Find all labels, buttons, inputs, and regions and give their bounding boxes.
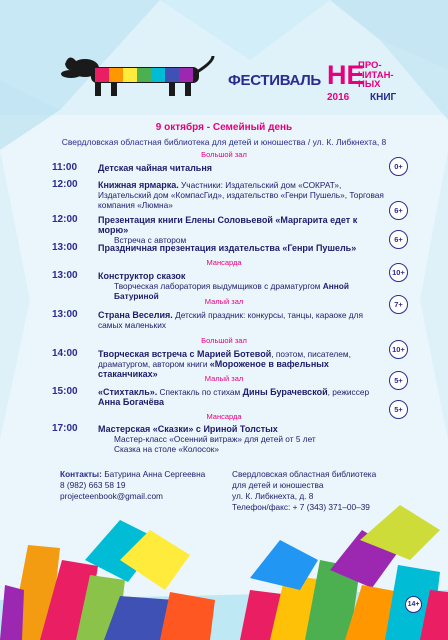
- event-details: Детский праздник: конкурсы, танцы, караоке для самых маленьких: [98, 310, 363, 330]
- event-item: [52, 310, 388, 330]
- event-details: Участники: Издательский дом «СОКРАТ», Издательский дом «КомпасГид», издательство «Генри Пушель», Торговая компания «Люмна»: [98, 180, 384, 210]
- event-item: [52, 215, 388, 245]
- hall-label-mansarda: Мансарда: [206, 258, 242, 267]
- event-title: Книжная ярмарка.: [98, 180, 179, 190]
- event-item: [52, 424, 388, 454]
- festival-word: ФЕСТИВАЛЬ: [228, 72, 321, 89]
- event-time: 13:00: [52, 270, 78, 281]
- dachshund-logo: [55, 50, 215, 105]
- contact-name: Батурина Анна Сергеевна: [101, 469, 206, 479]
- event-title: Презентация книги Елены Соловьевой «Маргарита едет к морю»: [98, 215, 358, 235]
- hall-label-small: Малый зал: [204, 374, 244, 383]
- festival-ne: НЕ: [327, 60, 365, 90]
- event-title: Мастерская «Сказки» с Ириной Толстых: [98, 424, 278, 434]
- hall-label-mansarda: Мансарда: [206, 412, 242, 421]
- age-badge: 6+: [389, 230, 408, 249]
- age-badge: 5+: [389, 371, 408, 390]
- venue: Свердловская областная библиотека для детей и юношества / ул. К. Либкнехта, 8: [61, 137, 387, 147]
- contacts-label: Контакты:: [60, 469, 102, 479]
- age-badge: 10+: [389, 340, 408, 359]
- contact-phone: 8 (982) 663 58 19: [60, 480, 126, 490]
- event-time: 11:00: [52, 162, 78, 173]
- contacts-block: [60, 469, 205, 502]
- event-subtitle-2: Сказка на столе «Колосок»: [114, 444, 219, 454]
- event-subtitle: Творческая лаборатория выдумщиков с драматургом Анной Батуриной: [114, 281, 349, 301]
- festival-knig: КНИГ: [370, 92, 397, 103]
- festival-pro: ПРО- ЧИТАН- НЫХ: [358, 60, 394, 90]
- age-badge: 5+: [389, 400, 408, 419]
- event-time: 13:00: [52, 309, 78, 320]
- hall-label-small: Малый зал: [204, 297, 244, 306]
- event-item: [52, 163, 388, 173]
- event-item: [52, 180, 388, 210]
- contact-email[interactable]: projecteenbook@gmail.com: [60, 491, 163, 501]
- age-badge: 10+: [389, 263, 408, 282]
- event-time: 14:00: [52, 348, 78, 359]
- day-title: 9 октября - Семейный день: [155, 122, 293, 133]
- event-time: 12:00: [52, 179, 78, 190]
- age-badge: 0+: [389, 157, 408, 176]
- age-badge-overall: 14+: [405, 596, 422, 613]
- event-title: Конструктор сказок: [98, 271, 186, 281]
- festival-title: [228, 56, 428, 108]
- festival-year: 2016: [327, 92, 350, 103]
- event-time: 15:00: [52, 386, 78, 397]
- event-title: Детская чайная читальня: [98, 163, 213, 173]
- event-title: «Стихтакль».: [98, 387, 158, 397]
- event-subtitle: Мастер-класс «Осенний витраж» для детей от 5 лет: [114, 434, 316, 444]
- event-item: [52, 243, 388, 253]
- event-subtitle: Встреча с автором: [114, 235, 187, 245]
- event-time: 17:00: [52, 423, 78, 434]
- event-title: Творческая встреча с Марией Ботевой: [98, 349, 272, 359]
- age-badge: 7+: [389, 295, 408, 314]
- age-badge: 6+: [389, 201, 408, 220]
- event-item: 14:00 Творческая встреча с Марией Ботевой, поэтом, писателем, драматургом, автором книги «Мороженое в вафельных стаканчиках»: [52, 348, 351, 379]
- event-title: Страна Веселия.: [98, 310, 173, 320]
- event-time: 12:00: [52, 214, 78, 225]
- event-title: Праздничная презентация издательства «Генри Пушель»: [98, 243, 357, 253]
- event-time: 13:00: [52, 242, 78, 253]
- address-block: Свердловская областная библиотека для детей и юношества ул. К. Либкнехта, д. 8 Телефон/факс: + 7 (343) 371–00–39: [232, 469, 377, 512]
- hall-label-big: Большой зал: [201, 150, 247, 159]
- hall-label-big: Большой зал: [201, 336, 247, 345]
- event-item: 15:00 «Стихтакль». Спектакль по стихам Дины Бурачевской, режиссер Анна Богачёва: [52, 386, 370, 407]
